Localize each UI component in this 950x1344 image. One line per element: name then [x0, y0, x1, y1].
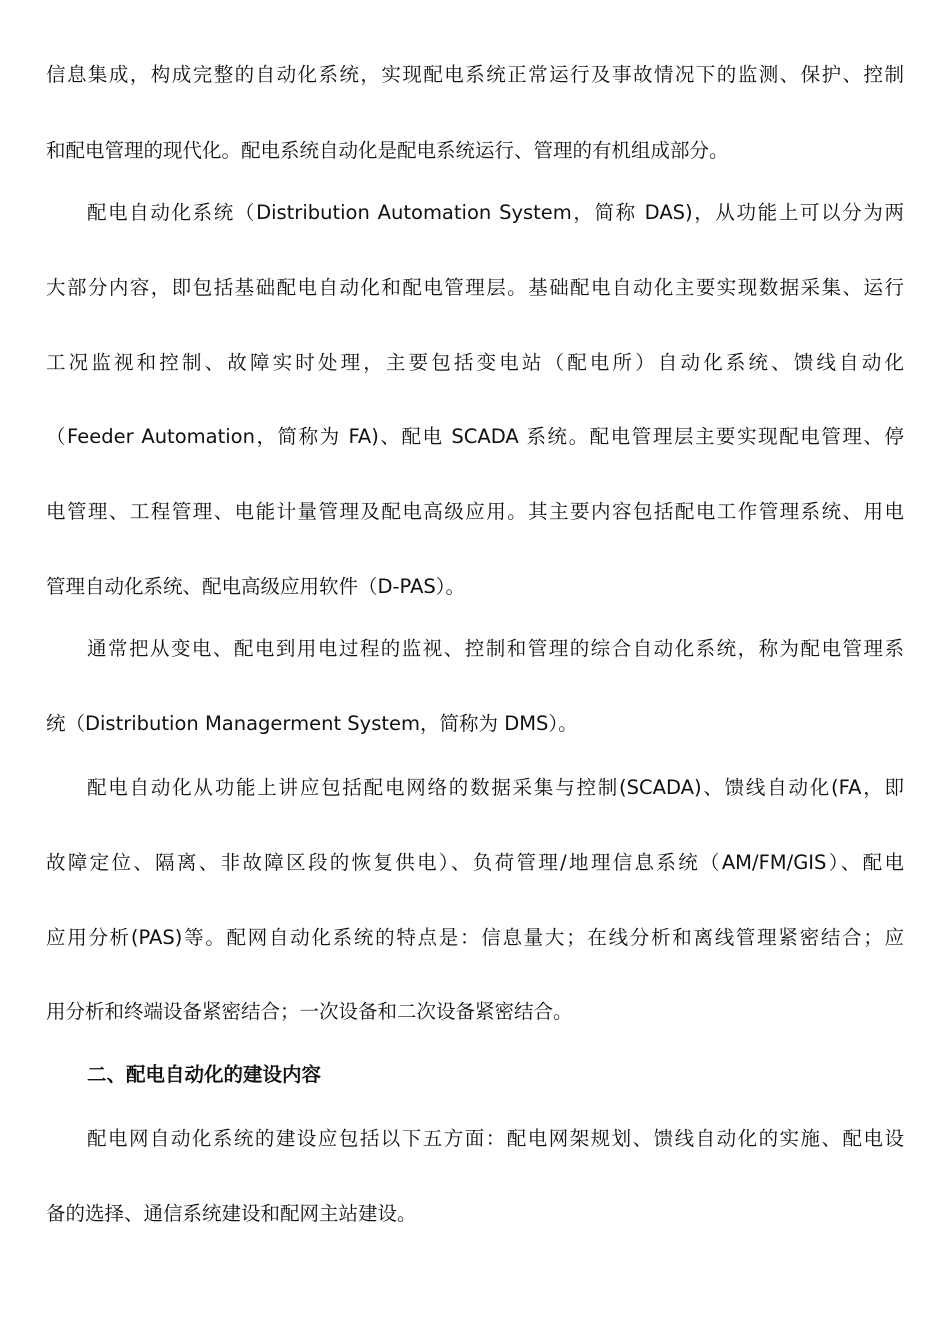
paragraph-line: 用分析和终端设备紧密结合；一次设备和二次设备紧密结合。	[46, 1000, 573, 1023]
paragraph-line: 工况监视和控制、故障实时处理，主要包括变电站（配电所）自动化系统、馈线自动化	[46, 351, 904, 374]
paragraph-line: 电管理、工程管理、电能计量管理及配电高级应用。其主要内容包括配电工作管理系统、用电	[46, 500, 904, 523]
paragraph-line: 故障定位、隔离、非故障区段的恢复供电）、负荷管理/地理信息系统（AM/FM/GIS）、配电	[46, 851, 904, 874]
paragraph-line: 统（Distribution Managerment System，简称为 DMS）。	[46, 712, 578, 735]
paragraph-line: 大部分内容，即包括基础配电自动化和配电管理层。基础配电自动化主要实现数据采集、运行	[46, 276, 904, 299]
section-heading: 二、配电自动化的建设内容	[87, 1063, 322, 1086]
paragraph-line: 应用分析(PAS)等。配网自动化系统的特点是：信息量大；在线分析和离线管理紧密结合；应	[46, 926, 904, 949]
paragraph-line: 配电自动化从功能上讲应包括配电网络的数据采集与控制(SCADA)、馈线自动化(FA，即	[87, 776, 904, 799]
paragraph-line: 管理自动化系统、配电高级应用软件（D-PAS）。	[46, 575, 466, 598]
paragraph-line: 备的选择、通信系统建设和配网主站建设。	[46, 1202, 417, 1225]
paragraph-line: 通常把从变电、配电到用电过程的监视、控制和管理的综合自动化系统，称为配电管理系	[87, 637, 904, 660]
paragraph-line: 和配电管理的现代化。配电系统自动化是配电系统运行、管理的有机组成部分。	[46, 139, 729, 162]
paragraph-line: 配电自动化系统（Distribution Automation System，简称 DAS)，从功能上可以分为两	[87, 201, 904, 224]
paragraph-line: （Feeder Automation，简称为 FA)、配电 SCADA 系统。配电管理层主要实现配电管理、停	[46, 425, 904, 448]
paragraph-line: 配电网自动化系统的建设应包括以下五方面：配电网架规划、馈线自动化的实施、配电设	[87, 1127, 904, 1150]
paragraph-line: 信息集成，构成完整的自动化系统，实现配电系统正常运行及事故情况下的监测、保护、控制	[46, 63, 904, 86]
